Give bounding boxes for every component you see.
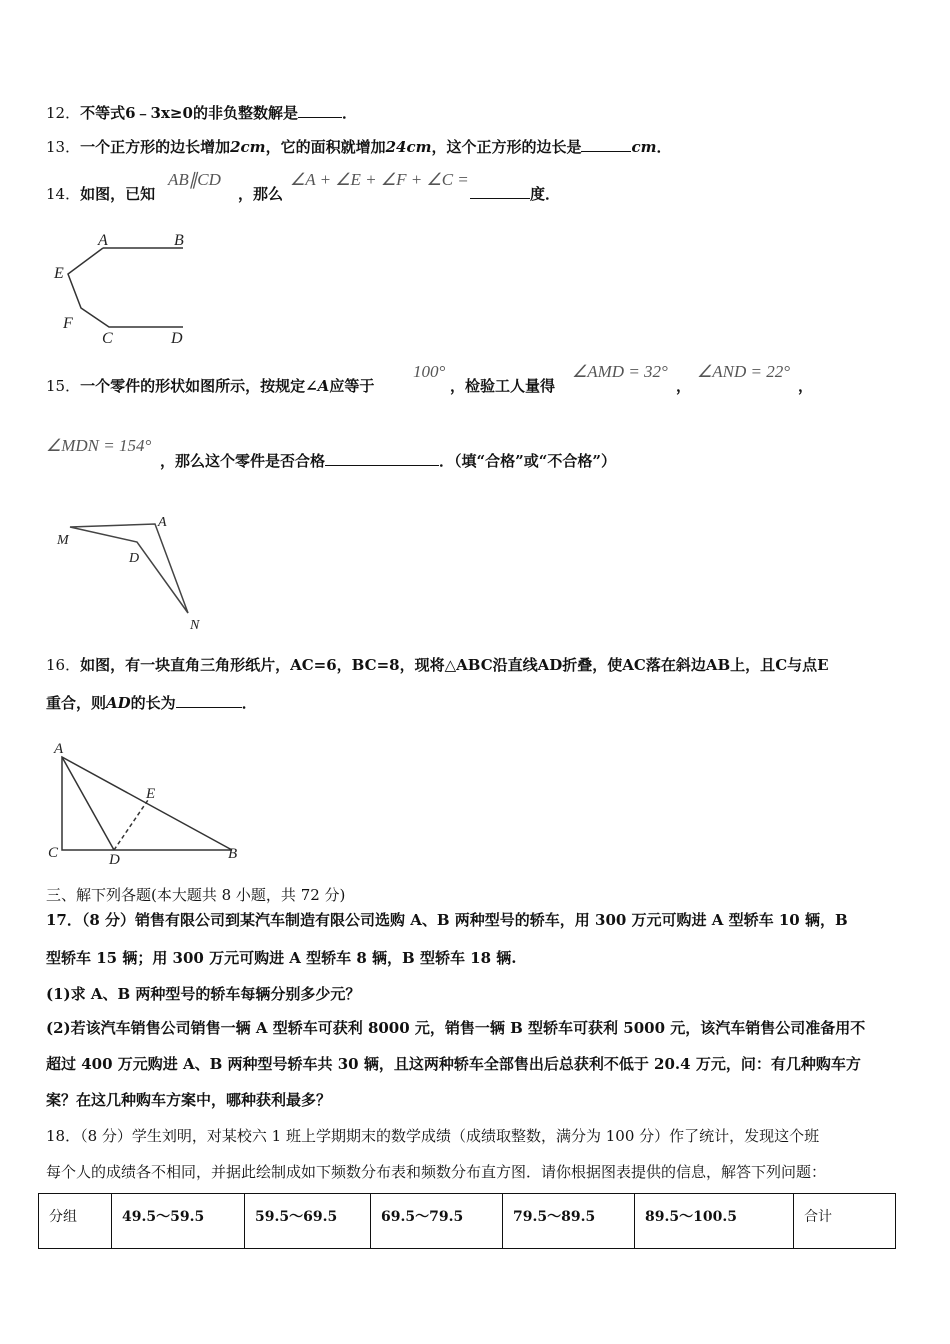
q14-answer-blank[interactable] bbox=[470, 184, 530, 199]
q12-inequality: 6﹣3x≥0 bbox=[125, 104, 193, 122]
q15-label-d: D bbox=[129, 551, 140, 566]
q14-label-e: E bbox=[54, 265, 64, 282]
q15-label-a: A bbox=[158, 515, 167, 530]
q15-angle-amd: ∠AMD = 32° bbox=[572, 362, 668, 381]
q13-number: 13． bbox=[46, 138, 81, 156]
q16-line1: 16．如图，有一块直角三角形纸片，AC=6，BC=8，现将△ABC沿直线AD折叠，使AC落在斜边AB上，且C与点E bbox=[46, 656, 829, 674]
q14-then: ，那么 bbox=[238, 185, 284, 203]
q15-angle-and: ∠AND = 22° bbox=[697, 362, 791, 381]
q13-answer-blank[interactable] bbox=[581, 137, 631, 152]
q15-number: 15． bbox=[46, 377, 81, 395]
q14-line: 14．如图，已知 bbox=[46, 185, 156, 203]
q16-label-c: C bbox=[48, 845, 59, 861]
q15-angle-mdn: ∠MDN = 154° bbox=[46, 436, 152, 455]
q17-part2-line3: 案？在这几种购车方案中，哪种获利最多？ bbox=[46, 1091, 332, 1109]
q15-part-outline bbox=[70, 524, 188, 613]
table-cell-group: 分组 bbox=[39, 1194, 112, 1249]
q14-label-f: F bbox=[63, 315, 73, 332]
q17-part2-line2: 超过 400 万元购进 A、B 两种型号轿车共 30 辆，且这两种轿车全部售出后总获利不低于 20.4 万元，问：有几种购车方 bbox=[46, 1055, 861, 1073]
table-cell: 49.5～59.5 bbox=[112, 1194, 245, 1249]
q17-line1: 17．（8 分）销售有限公司到某汽车制造有限公司选购 A、B 两种型号的轿车，用 300 万元可购进 A 型轿车 10 辆，B bbox=[46, 911, 848, 929]
q15-answer-blank[interactable] bbox=[325, 451, 439, 466]
q14-polyline-efc bbox=[68, 248, 183, 327]
table-cell: 69.5～79.5 bbox=[371, 1194, 503, 1249]
q15-measured: ，检验工人量得 bbox=[450, 377, 556, 395]
q14-label-a: A bbox=[98, 232, 108, 249]
q14-answer: 度． bbox=[470, 184, 560, 204]
q17-part1: (1)求 A、B 两种型号的轿车每辆分别多少元？ bbox=[46, 985, 361, 1003]
q15-comma2: ， bbox=[798, 377, 814, 395]
q14-label-d: D bbox=[171, 330, 183, 347]
q18-line1: 18．（8 分）学生刘明，对某校六 1 班上学期期末的数学成绩（成绩取整数，满分为 100 分）作了统计，发现这个班 bbox=[46, 1127, 820, 1145]
q15-value-100: 100° bbox=[413, 362, 446, 381]
q14-figure bbox=[46, 226, 206, 348]
q14-condition: AB∥CD bbox=[168, 170, 221, 189]
q16-label-e: E bbox=[146, 786, 156, 802]
q17-line2: 型轿车 15 辆；用 300 万元可购进 A 型轿车 8 辆，B 型轿车 18 辆. bbox=[46, 949, 517, 967]
q12-number: 12． bbox=[46, 104, 81, 122]
q15-line2: ，那么这个零件是否合格 ．（填“合格”或“不合格”） bbox=[160, 452, 617, 470]
table-cell: 79.5～89.5 bbox=[503, 1194, 635, 1249]
q17-part2-line1: (2)若该汽车销售公司销售一辆 A 型轿车可获利 8000 元，销售一辆 B 型轿车可获利 5000 元，该汽车销售公司准备用不 bbox=[46, 1019, 866, 1037]
q16-label-b: B bbox=[228, 846, 238, 862]
q16-answer-blank[interactable] bbox=[176, 693, 242, 708]
q14-label-c: C bbox=[102, 330, 113, 347]
q16-label-d: D bbox=[109, 852, 120, 866]
q16-line2: 重合，则AD的长为 ． bbox=[46, 694, 257, 712]
q15-label-n: N bbox=[190, 618, 200, 633]
q14-label-b: B bbox=[174, 232, 184, 249]
q15-label-m: M bbox=[57, 533, 69, 548]
table-cell: 59.5～69.5 bbox=[245, 1194, 371, 1249]
q12-line: 12．不等式6﹣3x≥0的非负整数解是 ． bbox=[46, 104, 357, 122]
q16-dashed-de bbox=[114, 800, 148, 850]
table-cell: 89.5～100.5 bbox=[635, 1194, 794, 1249]
q15-line1: 15．一个零件的形状如图所示，按规定∠A应等于 bbox=[46, 377, 375, 395]
table-row bbox=[39, 1194, 896, 1249]
q14-angle-sum: ∠A + ∠E + ∠F + ∠C = bbox=[290, 170, 469, 189]
q13-line: 13．一个正方形的边长增加2cm，它的面积就增加24cm，这个正方形的边长是 cm． bbox=[46, 138, 672, 156]
section-3-heading: 三、解下列各题(本大题共 8 小题，共 72 分) bbox=[46, 886, 346, 904]
q15-figure bbox=[50, 510, 220, 636]
q12-answer-blank[interactable] bbox=[298, 103, 342, 118]
q16-number: 16． bbox=[46, 656, 81, 674]
q16-figure bbox=[44, 736, 254, 866]
q18-line2: 每个人的成绩各不相同，并据此绘制成如下频数分布表和频数分布直方图．请你根据图表提供的信息，解答下列问题： bbox=[46, 1163, 827, 1181]
table-cell-total: 合计 bbox=[794, 1194, 896, 1249]
q15-comma1: ， bbox=[676, 377, 692, 395]
q18-frequency-table bbox=[38, 1193, 896, 1249]
q16-label-a: A bbox=[54, 741, 64, 757]
q14-number: 14． bbox=[46, 185, 81, 203]
